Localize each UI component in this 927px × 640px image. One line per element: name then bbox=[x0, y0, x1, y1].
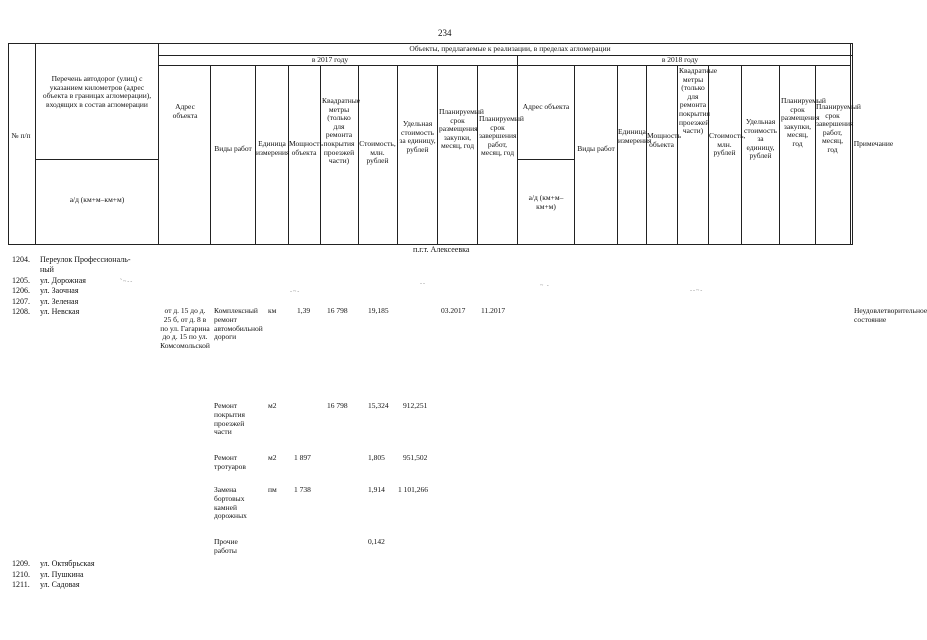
object-address: от д. 15 до д. 25 б, от д. 8 в по ул. Гагарина до д. 15 по ул. Комсомольской bbox=[160, 306, 210, 351]
work-type: Прочие работы bbox=[214, 537, 238, 555]
row-name: ул. Пушкина bbox=[40, 570, 84, 579]
header-year-2017: в 2017 году bbox=[311, 55, 349, 64]
work-sqm: 16 798 bbox=[327, 306, 348, 315]
work-capacity: 1 738 bbox=[294, 485, 311, 494]
scan-artifact: --~- bbox=[690, 288, 704, 294]
header-ad-km: а/д (км+м–км+м) bbox=[69, 195, 125, 204]
scan-artifact: ˜~-- bbox=[120, 279, 134, 285]
work-capacity: 1 897 bbox=[294, 453, 311, 462]
row-name: ул. Заочная bbox=[40, 286, 79, 295]
header-roads-list: Перечень автодорог (улиц) с указанием километров (адрес объекта в границах агломерации), входящих в состав агломерации bbox=[42, 74, 152, 109]
h18-work-types: Виды работ bbox=[577, 144, 615, 153]
h18-cost: Стоимость, млн. рублей bbox=[709, 131, 746, 158]
work-unit: км bbox=[268, 306, 277, 315]
row-name: ул. Дорожная bbox=[40, 276, 86, 285]
settlement-title: п.г.т. Алексеевка bbox=[413, 245, 470, 254]
row-num: 1206. bbox=[12, 286, 30, 295]
h18-address: Адрес объекта bbox=[522, 102, 570, 111]
h17-unit-cost: Удельная стоимость за единицу, рублей bbox=[399, 119, 436, 154]
work-type: Ремонт тротуаров bbox=[214, 453, 246, 471]
work-capacity: 1,39 bbox=[297, 306, 311, 315]
row-num: 1204. bbox=[12, 255, 30, 264]
work-unit-cost: 912,251 bbox=[403, 401, 428, 410]
row-name: ул. Невская bbox=[40, 307, 80, 316]
row-num: 1209. bbox=[12, 559, 30, 568]
row-num: 1207. bbox=[12, 297, 30, 306]
scan-artifact: ~ - bbox=[540, 283, 550, 289]
h18-capacity: Мощность объекта bbox=[647, 131, 681, 149]
work-unit-cost: 951,502 bbox=[403, 453, 428, 462]
h17-unit: Единица измерения bbox=[256, 139, 290, 157]
page-number: 234 bbox=[438, 28, 452, 38]
work-sqm: 16 798 bbox=[327, 401, 348, 410]
work-purchase: 03.2017 bbox=[441, 306, 466, 315]
header-objects-title: Объекты, предлагаемые к реализации, в пределах агломерации bbox=[409, 44, 611, 53]
row-name: ул. Октябрьская bbox=[40, 559, 95, 568]
work-type: Ремонт покрытия проезжей части bbox=[214, 401, 245, 437]
h17-work-types: Виды работ bbox=[214, 144, 252, 153]
row-name: ул. Садовая bbox=[40, 580, 80, 589]
h17-capacity: Мощность объекта bbox=[289, 139, 323, 157]
h17-address: Адрес объекта bbox=[172, 102, 198, 120]
h17-sqm: Квадратные метры (только для ремонта покрытия проезжей части) bbox=[322, 96, 361, 166]
row-name-cont: ный bbox=[40, 265, 54, 274]
work-finish: 11.2017 bbox=[481, 306, 506, 315]
h17-cost: Стоимость, млн. рублей bbox=[359, 139, 396, 166]
work-unit: м2 bbox=[268, 453, 277, 462]
row-num: 1205. bbox=[12, 276, 30, 285]
row-num: 1211. bbox=[12, 580, 30, 589]
scan-artifact: -~- bbox=[290, 289, 301, 295]
row-name: Переулок Профессиональ- bbox=[40, 255, 131, 264]
h18-purchase: Планируемый срок размещения закупки, месяц, год bbox=[781, 96, 826, 148]
h18-sqm: Квадратные метры (только для ремонта покрытия проезжей части) bbox=[679, 66, 718, 136]
header-year-2018: в 2018 году bbox=[661, 55, 699, 64]
h17-purchase: Планируемый срок размещения закупки, месяц, год bbox=[439, 107, 484, 151]
work-unit: пм bbox=[268, 485, 277, 494]
work-cost: 0,142 bbox=[368, 537, 385, 546]
work-unit-cost: 1 101,266 bbox=[398, 485, 428, 494]
work-type: Замена бортовых камней дорожных bbox=[214, 485, 247, 521]
row-num: 1208. bbox=[12, 307, 30, 316]
scan-artifact: -- bbox=[420, 281, 426, 287]
work-cost: 19,185 bbox=[368, 306, 389, 315]
h18-unit: Единица измерения bbox=[618, 127, 652, 145]
work-cost: 15,324 bbox=[368, 401, 389, 410]
work-cost: 1,914 bbox=[368, 485, 385, 494]
row-num: 1210. bbox=[12, 570, 30, 579]
h18-finish: Планируемый срок завершения работ, месяц, год bbox=[816, 102, 861, 154]
h17-finish: Планируемый срок завершения работ, месяц, год bbox=[479, 114, 524, 158]
h18-unit-cost: Удельная стоимость за единицу, рублей bbox=[744, 117, 777, 161]
work-type: Комплексный ремонт автомобильной дороги bbox=[214, 306, 263, 342]
row-name: ул. Зеленая bbox=[40, 297, 79, 306]
row-note: Неудовлетворительное состояние bbox=[854, 306, 927, 324]
header-num: № п/п bbox=[11, 131, 31, 140]
header-note: Примечание bbox=[853, 139, 894, 148]
work-unit: м2 bbox=[268, 401, 277, 410]
h18-ad-km: а/д (км+м– км+м) bbox=[528, 193, 564, 211]
work-cost: 1,805 bbox=[368, 453, 385, 462]
